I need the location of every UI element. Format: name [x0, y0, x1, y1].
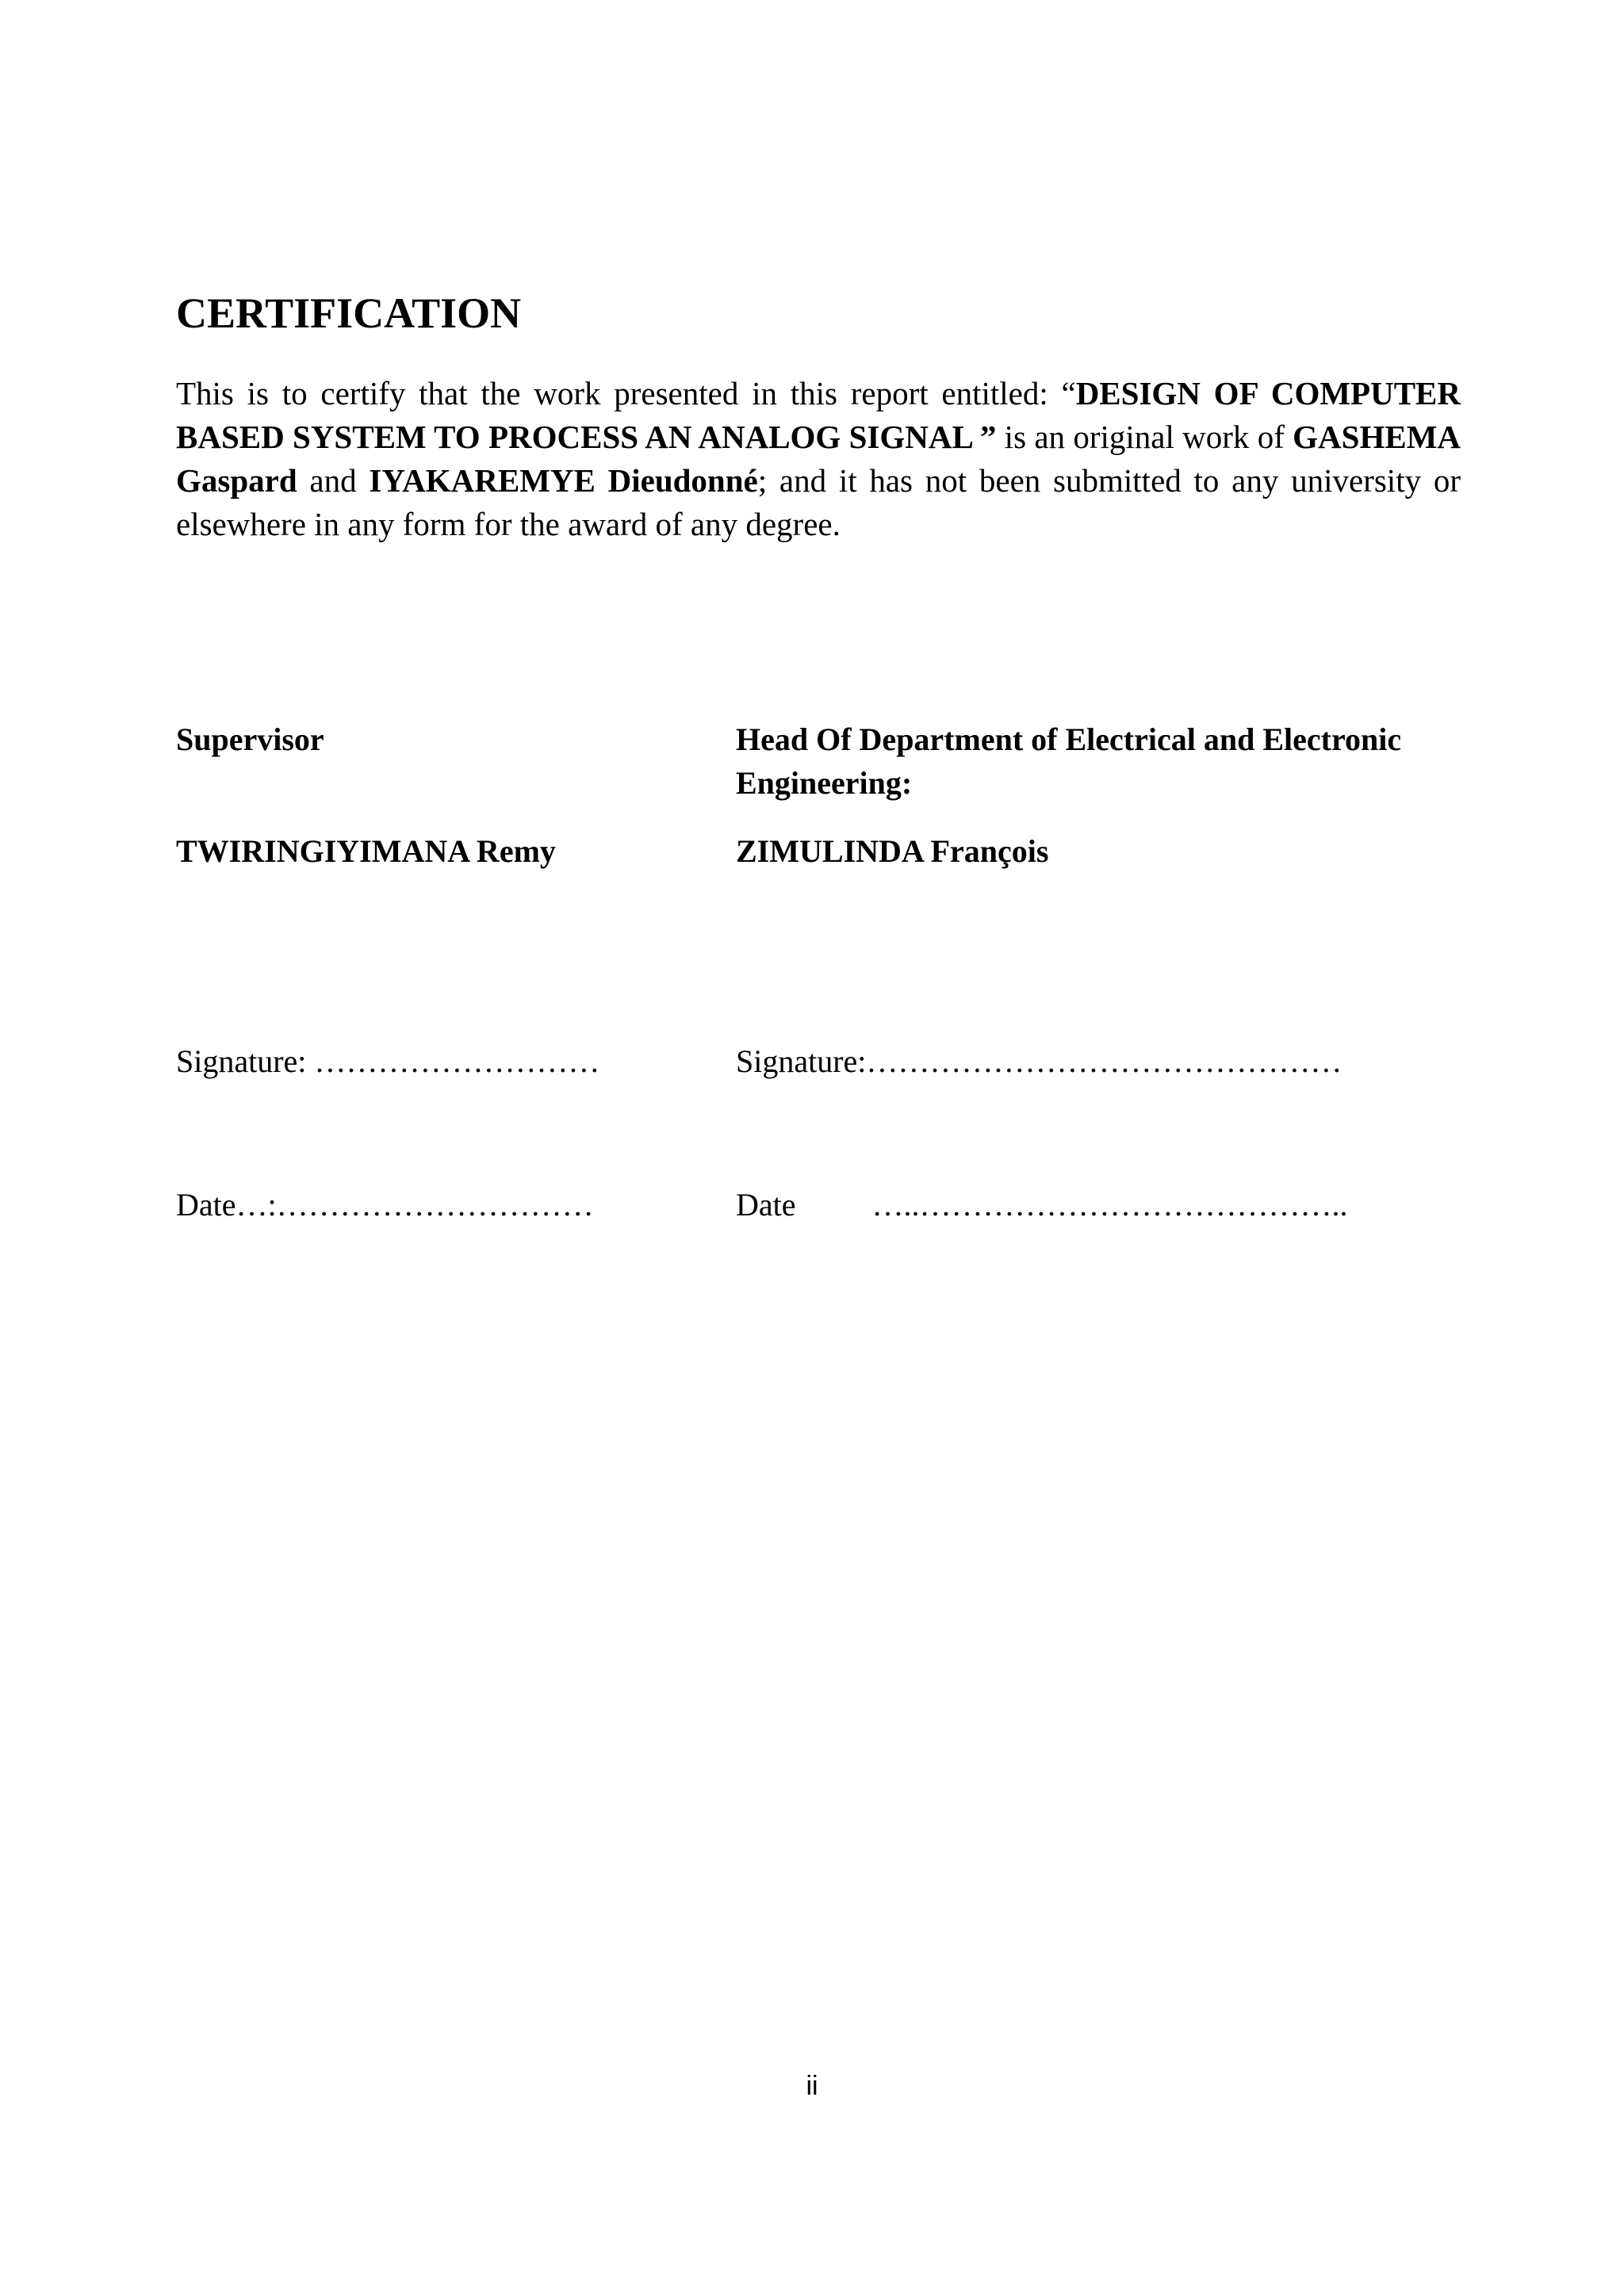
author-name: GASHEMA Gaspard — [176, 419, 1461, 499]
hod-date-label: Date — [736, 1187, 796, 1223]
hod-date-dots: …..………………………………….. — [871, 1187, 1348, 1223]
hod-signature-line: Signature:……………………………………… — [736, 1043, 1342, 1079]
statement-connector: is an original work of — [996, 419, 1293, 455]
statement-closing: ; and it has not been submitted to any university or elsewhere in any form for the award of any degree. — [176, 462, 1461, 542]
author-name: IYAKAREMYE Dieudonné — [369, 462, 758, 499]
page-title: CERTIFICATION — [176, 289, 522, 337]
supervisor-block — [176, 718, 668, 761]
project-title: DESIGN OF COMPUTER BASED SYSTEM TO PROCESS AN ANALOG SIGNAL ” — [176, 375, 1461, 455]
supervisor-signature-line: Signature: ……………………… — [176, 1043, 600, 1079]
hod-name: ZIMULINDA François — [736, 833, 1049, 869]
hod-date-line — [736, 1186, 1348, 1223]
supervisor-date-line: Date…:………………………… — [176, 1187, 594, 1223]
hod-block — [736, 718, 1465, 805]
supervisor-role: Supervisor — [176, 721, 324, 757]
supervisor-name: TWIRINGIYIMANA Remy — [176, 833, 556, 869]
statement-intro: This is to certify that the work presented in this report entitled: “ — [176, 375, 1076, 411]
hod-role: Head Of Department of Electrical and Electronic Engineering: — [736, 721, 1402, 801]
certification-statement — [176, 372, 1461, 546]
statement-and: and — [297, 462, 370, 499]
page-number: ii — [806, 2071, 818, 2101]
